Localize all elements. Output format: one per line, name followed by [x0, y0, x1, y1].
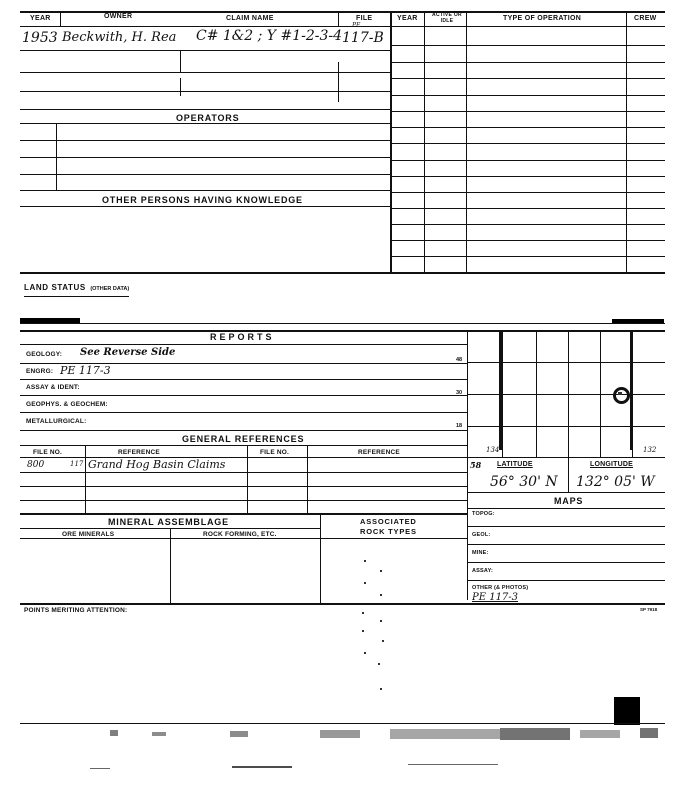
maps-title: MAPS — [554, 496, 584, 506]
header-type-of-operation: TYPE OF OPERATION — [503, 15, 582, 22]
geology-label: GEOLOGY: — [26, 351, 63, 358]
header-crew: CREW — [634, 15, 657, 22]
rock-types-label: ROCK TYPES — [360, 527, 417, 536]
maps-other-value: PE 117-3 — [472, 592, 519, 603]
ref-header-reference: REFERENCE — [118, 449, 160, 456]
ore-minerals-label: ORE MINERALS — [62, 531, 115, 538]
side-number-30: 30 — [456, 390, 463, 396]
header-owner: OWNER — [104, 13, 133, 20]
ref-header-file-no: FILE NO. — [33, 449, 63, 456]
corner-lower-left: 134 — [486, 446, 500, 454]
maps-other-label: OTHER (& PHOTOS) — [472, 585, 529, 591]
engrg-label: ENGRG: — [26, 368, 54, 375]
points-meriting-label: POINTS MERITING ATTENTION: — [24, 607, 128, 614]
maps-topog-label: TOPOG: — [472, 511, 495, 517]
location-marker-icon — [613, 387, 630, 404]
reports-title: REPORTS — [210, 332, 275, 342]
side-number-48: 48 — [456, 357, 463, 363]
geophys-label: GEOPHYS. & GEOCHEM: — [26, 401, 108, 408]
other-persons-label: OTHER PERSONS HAVING KNOWLEDGE — [102, 195, 303, 205]
form-code: SP 7918 — [640, 607, 658, 612]
maps-geol-label: GEOL: — [472, 532, 491, 538]
assay-ident-label: ASSAY & IDENT: — [26, 384, 80, 391]
rock-forming-label: ROCK FORMING, ETC. — [203, 531, 277, 538]
ref-header-reference-2: REFERENCE — [358, 449, 400, 456]
metallurgical-label: METALLURGICAL: — [26, 418, 87, 425]
side-number-18: 18 — [456, 423, 463, 429]
corner-lower-right: 132 — [643, 446, 657, 454]
latitude-value: 56° 30' N — [490, 474, 558, 490]
land-status-sub: (OTHER DATA) — [90, 286, 130, 292]
entry-year: 1953 — [22, 30, 58, 46]
entry-file: 117-B — [342, 30, 384, 46]
geology-value: See Reverse Side — [80, 347, 176, 358]
ref-page: 117 — [70, 460, 84, 468]
land-status-heading — [24, 277, 129, 297]
ref-header-file-no-2: FILE NO. — [260, 449, 290, 456]
latitude-label: LATITUDE — [497, 461, 533, 468]
header-file: FILE — [356, 15, 373, 22]
entry-claim-name: C# 1&2 ; Y #1-2-3-4 — [196, 28, 343, 44]
header-year: YEAR — [30, 15, 51, 22]
header-active-or-idle: ACTIVE OR IDLE — [432, 12, 462, 24]
mineral-assemblage-title: MINERAL ASSEMBLAGE — [108, 517, 229, 527]
maps-assay-label: ASSAY: — [472, 568, 494, 574]
header-year-2: YEAR — [397, 15, 418, 22]
associated-label: ASSOCIATED — [360, 517, 417, 526]
corner-latitude: 58 — [470, 460, 482, 470]
entry-owner: Beckwith, H. Rea — [62, 30, 177, 45]
longitude-label: LONGITUDE — [590, 461, 634, 468]
ref-file-no: 800 — [27, 460, 45, 470]
header-claim-name: CLAIM NAME — [226, 15, 274, 22]
general-references-title: GENERAL REFERENCES — [182, 434, 305, 444]
engrg-value: PE 117-3 — [60, 364, 111, 377]
entry-file-prefix: PE — [352, 22, 361, 29]
operators-label: OPERATORS — [176, 113, 240, 123]
longitude-value: 132° 05' W — [576, 474, 655, 490]
ref-reference: Grand Hog Basin Claims — [88, 458, 226, 471]
maps-mine-label: MINE: — [472, 550, 489, 556]
land-status-label: LAND STATUS — [24, 283, 86, 292]
